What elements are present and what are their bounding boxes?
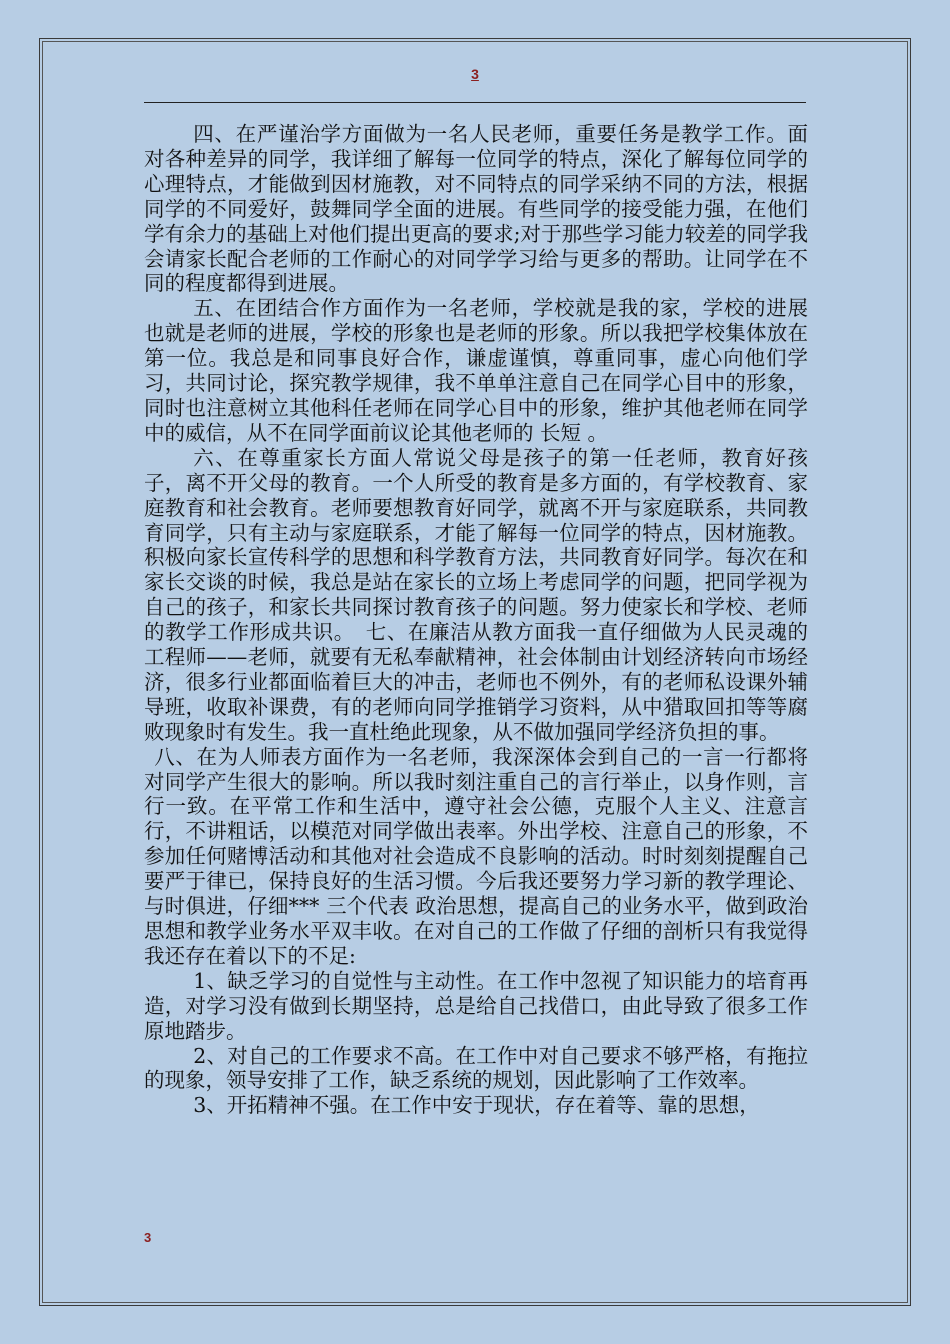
paragraph-teamwork: 五、在团结合作方面作为一名老师，学校就是我的家，学校的进展也就是老师的进展，学校的形象也是老师的形象。所以我把学校集体放在第一位。我总是和同事良好合作，谦虚谨慎，尊重同事，虚心向他们学习，共同讨论，探究教学规律，我不单单注意自己在同学心目中的形象，同时也注意树立其他科任老师在同学心目中的形象，维护其他老师在同学中的威信，从不在同学面前议论其他老师的 长短 。 bbox=[144, 296, 808, 445]
header-rule bbox=[144, 102, 806, 103]
header-page-number: 3 bbox=[471, 66, 479, 82]
paragraph-shortcoming-1: 1、缺乏学习的自觉性与主动性。在工作中忽视了知识能力的培育再造，对学习没有做到长期坚持，总是给自己找借口，由此导致了很多工作原地踏步。 bbox=[144, 968, 808, 1043]
paragraph-role-model: 八、在为人师表方面作为一名老师，我深深体会到自己的一言一行都将对同学产生很大的影响。所以我时刻注重自己的言行举止，以身作则，言行一致。在平常工作和生活中，遵守社会公德，克服个人主义、注意言行，不讲粗话，以模范对同学做出表率。外出学校、注意自己的形象，不参加任何赌博活动和其他对社会造成不良影响的活动。时时刻刻提醒自己要严于律已，保持良好的生活习惯。今后我还要努力学习新的教学理论、与时俱进，仔细*** 三个代表 政治思想，提高自己的业务水平，做到政治思想和教学业务水平双丰收。在对自己的工作做了仔细的剖析只有我觉得我还存在着以下的不足: bbox=[144, 744, 808, 968]
document-body bbox=[144, 122, 808, 1118]
paragraph-shortcoming-2: 2、对自己的工作要求不高。在工作中对自己要求不够严格，有拖拉的现象，领导安排了工作，缺乏系统的规划，因此影响了工作效率。 bbox=[144, 1043, 808, 1093]
paragraph-shortcoming-3: 3、开拓精神不强。在工作中安于现状，存在着等、靠的思想， bbox=[193, 1093, 760, 1118]
paragraph-respect-parents: 六、在尊重家长方面人常说父母是孩子的第一任老师，教育好孩子，离不开父母的教育。一个人所受的教育是多方面的，有学校教育、家庭教育和社会教育。老师要想教育好同学，就离不开与家庭联系，共同教育同学，只有主动与家庭联系，才能了解每一位同学的特点，因材施教。积极向家长宣传科学的思想和科学教育方法，共同教育好同学。每次在和家长交谈的时候，我总是站在家长的立场上考虑同学的问题，把同学视为自己的孩子，和家长共同探讨教育孩子的问题。努力使家长和学校、老师的教学工作形成共识。 七、在廉洁从教方面我一直仔细做为人民灵魂的工程师——老师，就要有无私奉献精神，社会体制由计划经济转向市场经济，很多行业都面临着巨大的冲击，老师也不例外，有的老师私设课外辅导班，收取补课费，有的老师向同学推销学习资料，从中猎取回扣等等腐败现象时有发生。我一直杜绝此现象，从不做加强同学经济负担的事。 bbox=[144, 445, 808, 744]
paragraph-rigorous-teaching: 四、在严谨治学方面做为一名人民老师，重要任务是教学工作。面对各种差异的同学，我详细了解每一位同学的特点，深化了解每位同学的心理特点，才能做到因材施教，对不同特点的同学采纳不同的方法，根据同学的不同爱好，鼓舞同学全面的进展。有些同学的接受能力强，在他们学有余力的基础上对他们提出更高的要求;对于那些学习能力较差的同学我会请家长配合老师的工作耐心的对同学学习给与更多的帮助。让同学在不同的程度都得到进展。 bbox=[144, 122, 808, 296]
footer-page-number: 3 bbox=[144, 1230, 152, 1245]
